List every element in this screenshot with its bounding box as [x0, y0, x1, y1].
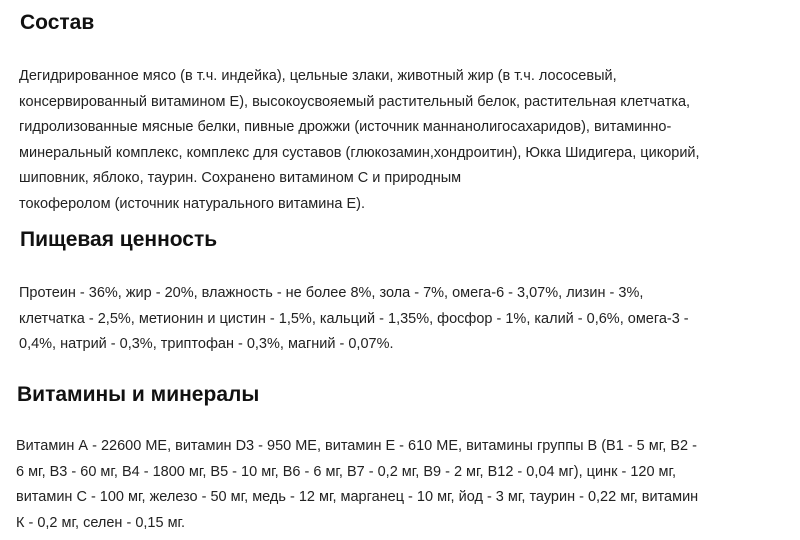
vitamins-line: Витамин А - 22600 МЕ, витамин D3 - 950 МЕ, витамин Е - 610 МЕ, витамины группы В (В1 - 5 мг, В2 -: [16, 438, 697, 454]
nutrition-text: [19, 281, 689, 358]
vitamins-text: [16, 434, 698, 536]
composition-heading: Состав: [20, 11, 95, 34]
vitamins-line: витамин С - 100 мг, железо - 50 мг, медь - 12 мг, марганец - 10 мг, йод - 3 мг, таурин - 0,22 мг, витамин: [16, 489, 699, 506]
composition-line: Дегидрированное мясо (в т.ч. индейка), цельные злаки, животный жир (в т.ч. лососевый,: [19, 68, 617, 84]
nutrition-line: 0,4%, натрий - 0,3%, триптофан - 0,3%, магний - 0,07%.: [19, 336, 394, 353]
nutrition-heading: Пищевая ценность: [20, 228, 218, 251]
composition-line: шиповник, яблоко, таурин. Сохранено витамином С и природным: [19, 170, 462, 187]
vitamins-heading: Витамины и минералы: [17, 383, 260, 406]
composition-line: токоферолом (источник натурального витамина Е).: [19, 195, 366, 212]
vitamins-line: 6 мг, В3 - 60 мг, В4 - 1800 мг, В5 - 10 мг, В6 - 6 мг, В7 - 0,2 мг, В9 - 2 мг, В12 - 0,04 мг), цинк - 120 мг,: [16, 463, 677, 480]
composition-line: гидролизованные мясные белки, пивные дрожжи (источник маннанолигосахаридов), витаминно-: [19, 119, 672, 136]
vitamins-line: К - 0,2 мг, селен - 0,15 мг.: [16, 514, 186, 531]
nutrition-line: клетчатка - 2,5%, метионин и цистин - 1,5%, кальций - 1,35%, фосфор - 1%, калий - 0,6%, омега-3 -: [19, 310, 689, 327]
composition-line: минеральный комплекс, комплекс для суставов (глюкозамин,хондроитин), Юкка Шидигера, цикорий,: [19, 144, 700, 161]
composition-line: консервированный витамином Е), высокоусвояемый растительный белок, растительная клетчатка,: [19, 93, 691, 110]
nutrition-line: Протеин - 36%, жир - 20%, влажность - не более 8%, зола - 7%, омега-6 - 3,07%, лизин - 3%,: [19, 285, 644, 301]
composition-text: [19, 64, 700, 218]
